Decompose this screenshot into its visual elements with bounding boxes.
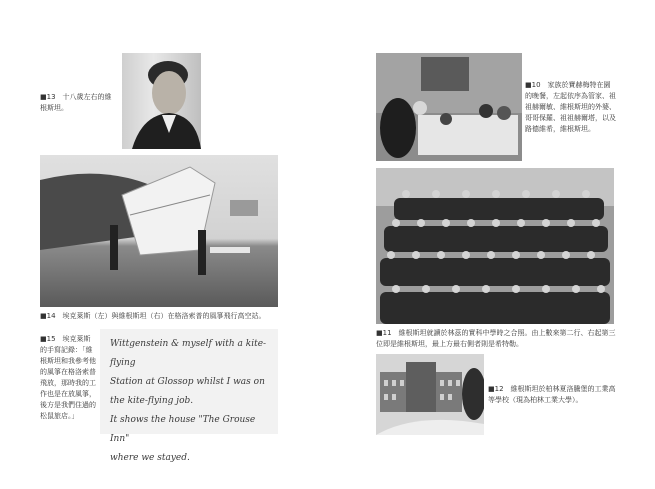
caption-13: ■13 十八歲左右的維根斯坦。 bbox=[40, 93, 112, 112]
photo-kite-station bbox=[40, 155, 278, 307]
handwritten-note bbox=[100, 329, 278, 463]
dinner-scene bbox=[376, 53, 522, 161]
photo-technical-school bbox=[376, 354, 484, 435]
handwriting-line-2: Station at Glossop whilst I was on bbox=[110, 377, 265, 387]
photo-school-group bbox=[376, 168, 614, 324]
kite-scene bbox=[40, 155, 278, 307]
building-scene bbox=[376, 354, 484, 435]
school-group-scene bbox=[376, 168, 614, 324]
caption-11: ■11 維根斯坦就讀於林茲的實科中學時之合照。由上數來第二行、右起第三位即是維根斯坦，最上方最右側者則是希特勒。 bbox=[376, 329, 616, 348]
handwriting-line-4: It shows the house "The Grouse Inn" bbox=[110, 415, 256, 444]
photo-portrait-wittgenstein bbox=[122, 53, 201, 149]
photo-family-dinner bbox=[376, 53, 522, 161]
handwriting-line-1: Wittgenstein & myself with a kite-flying bbox=[110, 339, 267, 368]
portrait-figure bbox=[122, 53, 201, 149]
caption-10: ■10 家族於寶赫梅特在園的晚餐，左起依序為管家、祖祖赫爾敏、維根斯坦的外婆、哥哥保羅、祖祖赫爾塔，以及路德維希，維根斯坦。 bbox=[525, 81, 616, 133]
handwriting-line-3: the kite-flying job. bbox=[110, 396, 194, 406]
caption-14: ■14 埃克萊斯（左）與維根斯坦（右）在格洛索普的風箏飛行高空站。 bbox=[40, 312, 266, 320]
handwriting-line-5: where we stayed. bbox=[110, 453, 190, 463]
caption-15: ■15 埃克萊斯的手寫記錄：「維根斯坦和我參考他的風箏在格洛索普飛放，那時我的工作也是在放風箏，後方是我們住過的松鼠旅店。」 bbox=[40, 335, 96, 420]
caption-12: ■12 維根斯坦於柏林夏洛騰堡的工業高等學校（現為柏林工業大學）。 bbox=[488, 385, 616, 404]
